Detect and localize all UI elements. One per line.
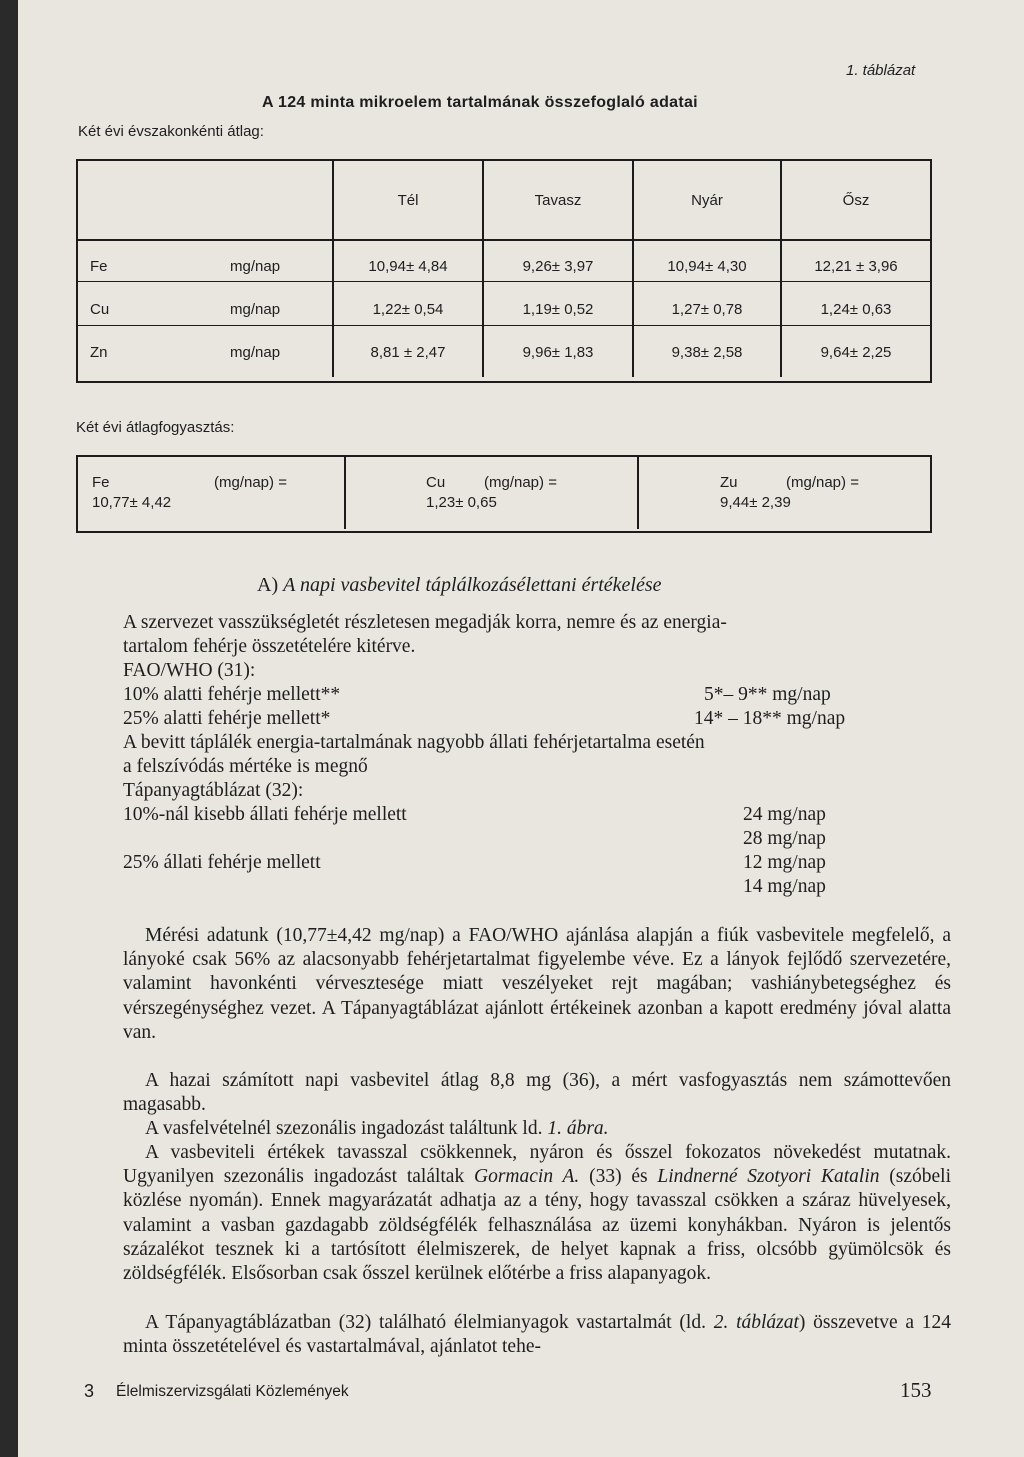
paragraph: A vasfelvételnél szezonális ingadozást találtunk ld. 1. ábra. <box>145 1118 609 1139</box>
text-line: Tápanyagtáblázat (32): <box>123 780 304 801</box>
text-line: A bevitt táplálék energia-tartalmának nagyobb állati fehérjetartalma esetén <box>123 732 705 753</box>
text-line: 25% alatti fehérje mellett* <box>123 708 331 729</box>
row-fe-element: Fe <box>90 258 108 275</box>
text-line: FAO/WHO (31): <box>123 660 256 681</box>
table-cell: 1,24± 0,63 <box>820 301 892 318</box>
table-cell: 10,94± 4,84 <box>368 258 448 275</box>
col-header-summer: Nyár <box>691 192 723 209</box>
fe-label: Fe <box>92 474 110 491</box>
table-cell: 12,21 ± 3,96 <box>814 258 898 275</box>
row-fe-unit: mg/nap <box>230 258 281 275</box>
table-title: A 124 minta mikroelem tartalmának összefoglaló adatai <box>262 94 698 111</box>
paragraph: Mérési adatunk (10,77±4,42 mg/nap) a FAO/WHO ajánlása alapján a fiúk vasbevitele megfelelő, a lányoké csak 56% az alacsonyabb fehérjetartalmat figyelembe véve. Ez a lányok fejlődő szervezetére, valamint havonkénti vérvesztesége miatt veszélyeket rejt magában; vashiánybetegséghez és vérszegénységhez vezet. A Tápanyagtáblázat ajánlott értékeinek azonban a kapott eredmény jóval alatta van. <box>123 925 951 1043</box>
text-line: A szervezet vasszükségletét részletesen megadják korra, nemre és az energia- <box>123 612 727 633</box>
table-cell: 8,81 ± 2,47 <box>370 344 446 361</box>
paragraph: A vasbeviteli értékek tavasszal csökkennek, nyáron és ősszel fokozatos növekedést mutatnak. Ugyanilyen szezonális ingadozást találtak Gormacin A. (33) és Lindnerné Szotyori Katalin (szóbeli közlése nyomán). Ennek magyarázatát adhatja az a tény, hogy tavasszal csökken a száraz hüvelyesek, valamint a vasban gazdagabb zöldségfélék felhasználása az üzemi konyhákban. Nyáron is jelentős százalékot tesznek ki a tartósított élelmiszerek, de helyet kapnak a friss, olcsóbb gyümölcsök és zöldségfélék. Elsősorban csak ősszel kerülnek előtérbe a friss alapanyagok. <box>123 1142 952 1285</box>
col-header-spring: Tavasz <box>534 192 582 209</box>
section-title: A napi vasbevitel táplálkozásélettani értékelése <box>283 574 662 596</box>
row-zn-element: Zn <box>90 344 108 361</box>
text-line: 28 mg/nap <box>743 828 826 849</box>
zu-value: 9,44± 2,39 <box>720 494 791 511</box>
table-subtitle: Két évi évszakonkénti átlag: <box>78 123 264 140</box>
page-number: 153 <box>900 1378 932 1402</box>
section-heading <box>257 574 662 597</box>
zu-label: Zu <box>720 474 738 491</box>
text-line: 10%-nál kisebb állati fehérje mellett <box>123 804 407 825</box>
table-cell: 1,19± 0,52 <box>522 301 594 318</box>
col-header-winter: Tél <box>397 192 419 209</box>
table-cell: 9,38± 2,58 <box>671 344 743 361</box>
row-zn-unit: mg/nap <box>230 344 281 361</box>
cu-value: 1,23± 0,65 <box>426 494 497 511</box>
table-cell: 9,96± 1,83 <box>522 344 594 361</box>
text-line: 10% alatti fehérje mellett** <box>123 684 341 705</box>
fe-unit: (mg/nap) = <box>214 474 287 491</box>
text-line: 24 mg/nap <box>743 804 826 825</box>
table-cell: 9,26± 3,97 <box>522 258 594 275</box>
text-line: 14* – 18** mg/nap <box>694 708 846 729</box>
row-cu-unit: mg/nap <box>230 301 281 318</box>
text-line: 14 mg/nap <box>743 876 826 897</box>
paragraph: A Tápanyagtáblázatban (32) található élelmianyagok vastartalmát (ld. 2. táblázat) összevetve a 124 minta összetételével és vastartalmával, ajánlatot tehe- <box>123 1312 951 1358</box>
table-cell: 1,22± 0,54 <box>372 301 444 318</box>
table-cell: 10,94± 4,30 <box>667 258 747 275</box>
text-line: 5*– 9** mg/nap <box>704 684 831 705</box>
section-prefix: A) <box>257 574 279 596</box>
table-cell: 1,27± 0,78 <box>671 301 743 318</box>
cu-label: Cu <box>426 474 446 491</box>
footer-left-number: 3 <box>84 1381 95 1401</box>
text-line: tartalom fehérje összetételére kitérve. <box>123 636 416 657</box>
table-number: 1. táblázat <box>846 62 916 79</box>
text-line: 25% állati fehérje mellett <box>123 852 321 873</box>
row-cu-element: Cu <box>90 301 110 318</box>
paragraph: A hazai számított napi vasbevitel átlag 8,8 mg (36), a mért vasfogyasztás nem számottevően magasabb. <box>123 1070 951 1116</box>
table-cell: 9,64± 2,25 <box>820 344 892 361</box>
zu-unit: (mg/nap) = <box>786 474 859 491</box>
footer-journal: Élelmiszervizsgálati Közlemények <box>116 1383 349 1400</box>
cu-unit: (mg/nap) = <box>484 474 557 491</box>
fe-value: 10,77± 4,42 <box>92 494 172 511</box>
col-header-autumn: Ősz <box>842 192 870 209</box>
consumption-heading: Két évi átlagfogyasztás: <box>76 419 235 436</box>
document-page <box>18 0 1024 1457</box>
text-line: 12 mg/nap <box>743 852 826 873</box>
text-line: a felszívódás mértéke is megnő <box>123 756 368 777</box>
